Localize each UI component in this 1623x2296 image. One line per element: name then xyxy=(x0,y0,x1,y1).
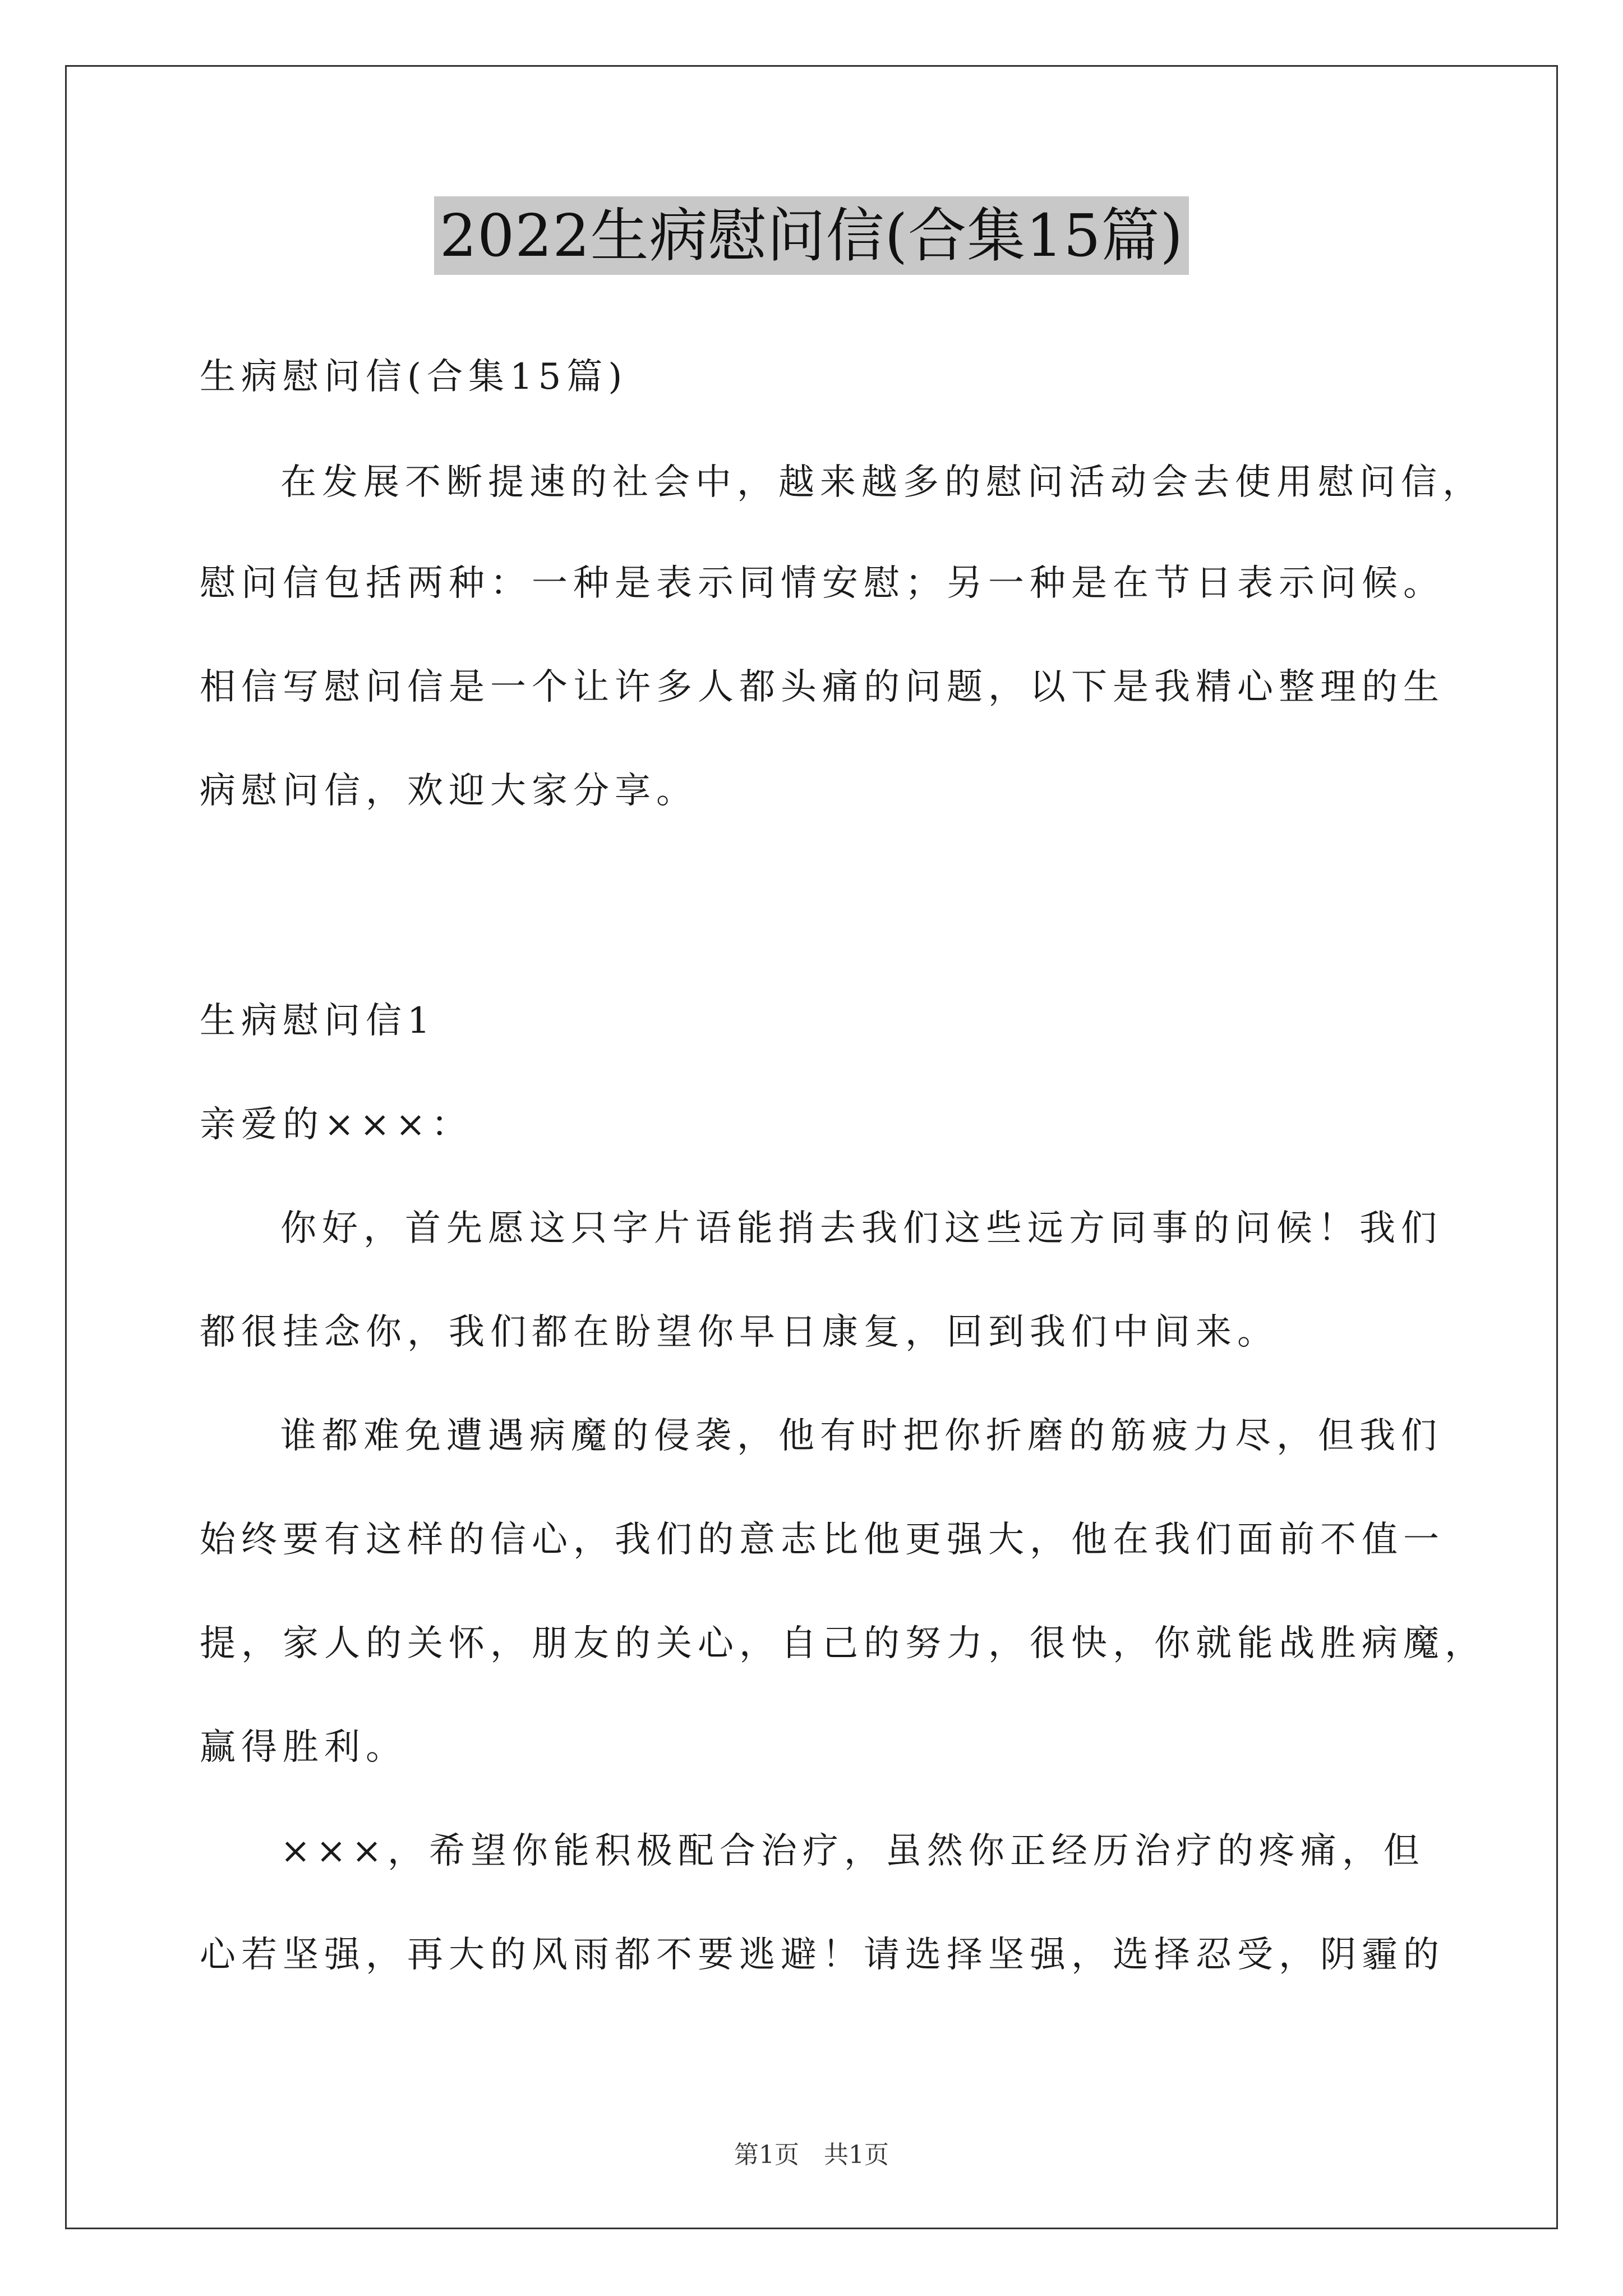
section-heading: 生病慰问信1 xyxy=(200,1000,436,1042)
body-line: 始终要有这样的信心，我们的意志比他更强大，他在我们面前不值一 xyxy=(200,1519,1445,1561)
title-container xyxy=(0,196,1623,275)
document-subtitle: 生病慰问信(合集15篇) xyxy=(200,356,628,398)
salutation: 亲爱的×××： xyxy=(200,1104,473,1145)
body-line: 都很挂念你，我们都在盼望你早日康复，回到我们中间来。 xyxy=(200,1312,1279,1353)
body-line: 提，家人的关怀，朋友的关心，自己的努力，很快，你就能战胜病魔， xyxy=(200,1623,1486,1664)
body-line: 你好，首先愿这只字片语能捎去我们这些远方同事的问候！我们 xyxy=(280,1208,1442,1249)
intro-line: 慰问信包括两种：一种是表示同情安慰；另一种是在节日表示问候。 xyxy=(200,563,1445,604)
document-title: 2022生病慰问信(合集15篇) xyxy=(434,196,1189,275)
body-line: 谁都难免遭遇病魔的侵袭，他有时把你折磨的筋疲力尽，但我们 xyxy=(280,1415,1442,1457)
body-line: ×××，希望你能积极配合治疗，虽然你正经历治疗的疼痛，但 xyxy=(280,1830,1425,1872)
body-line: 赢得胜利。 xyxy=(200,1727,407,1768)
page-footer: 第1页 共1页 xyxy=(734,2141,889,2169)
intro-line: 在发展不断提速的社会中，越来越多的慰问活动会去使用慰问信， xyxy=(280,462,1484,503)
intro-line: 相信写慰问信是一个让许多人都头痛的问题，以下是我精心整理的生 xyxy=(200,666,1445,708)
body-line: 心若坚强，再大的风雨都不要逃避！请选择坚强，选择忍受，阴霾的 xyxy=(200,1934,1445,1976)
intro-line: 病慰问信，欢迎大家分享。 xyxy=(200,770,698,812)
